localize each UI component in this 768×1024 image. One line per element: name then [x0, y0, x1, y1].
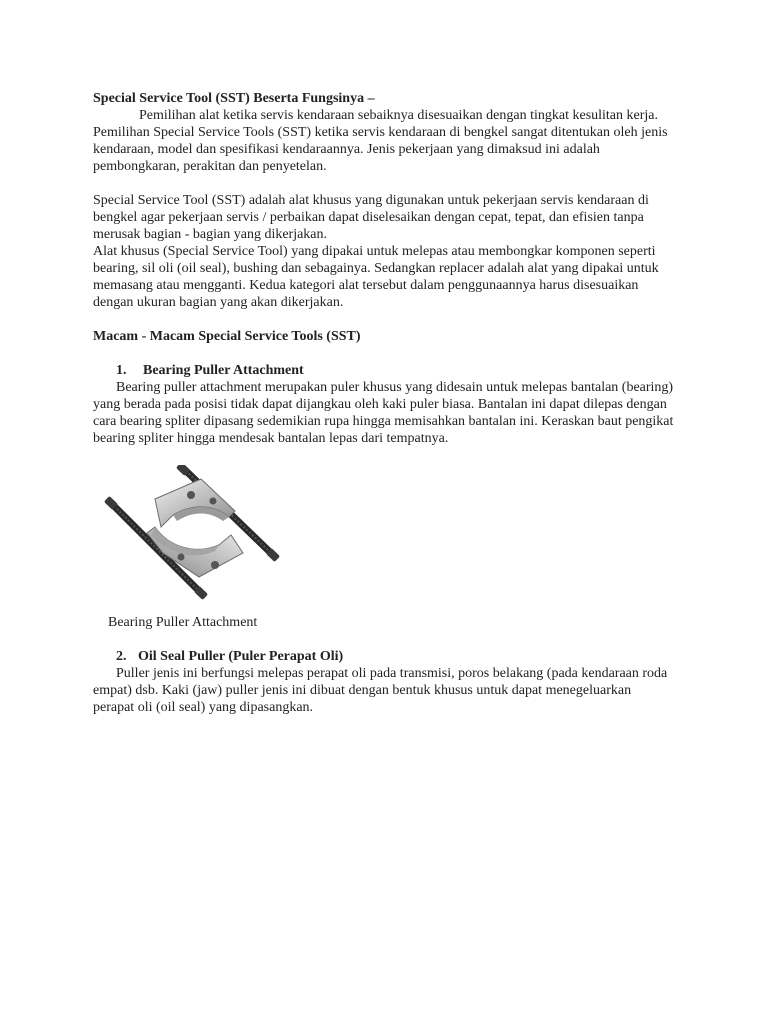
item-1-heading	[93, 362, 675, 379]
item-2-number: 2.	[116, 649, 127, 664]
item-1-body: Bearing puller attachment merupakan puler khusus yang didesain untuk melepas bantalan (bearing) yang berada pada posisi tidak dapat dijangkau oleh kaki puler biasa. Bantalan ini dapat dilepas dengan cara bearing spliter dipasang sedemikian rupa hingga memisahkan bantalan ini. Keraskan baut pengikat bearing spliter hingga mendesak bantalan lepas dari tempatnya.	[93, 380, 674, 446]
item-2-heading	[93, 648, 675, 665]
item-2-title: Oil Seal Puller (Puler Perapat Oli)	[138, 649, 344, 664]
item-2-body: Puller jenis ini berfungsi melepas perapat oli pada transmisi, poros belakang (pada kendaraan roda empat) dsb. Kaki (jaw) puller jenis ini dibuat dengan bentuk khusus untuk dapat menegeluarkan perapat oli (oil seal) yang dipasangkan.	[93, 666, 668, 715]
tools-paragraph: Alat khusus (Special Service Tool) yang dipakai untuk melepas atau membongkar komponen seperti bearing, sil oli (oil seal), bushing dan sebagainya. Sedangkan replacer adalah alat yang dipakai untuk memasang atau mengganti. Kedua kategori alat tersebut dalam penggunaannya harus disesuaikan dengan ukuran bagian yang akan dikerjakan.	[93, 244, 659, 310]
intro-paragraph: Pemilihan alat ketika servis kendaraan sebaiknya disesuaikan dengan tingkat kesulitan kerja. Pemilihan Special Service Tools (SST) ketika servis kendaraan di bengkel sangat ditentukan oleh jenis kendaraan, model dan spesifikasi kendaraannya. Jenis pekerjaan yang dimaksud ini adalah pembongkaran, perakitan dan penyetelan.	[93, 108, 668, 174]
document-title: Special Service Tool (SST) Beserta Fungsinya –	[93, 91, 375, 106]
definition-paragraph: Special Service Tool (SST) adalah alat khusus yang digunakan untuk pekerjaan servis kendaraan di bengkel agar pekerjaan servis / perbaikan dapat diselesaikan dengan cepat, tepat, dan efisien tanpa merusak bagian - bagian yang dikerjakan.	[93, 193, 649, 242]
item-1-title: Bearing Puller Attachment	[143, 363, 304, 378]
upper-jaw	[155, 479, 235, 527]
bearing-puller-illustration	[103, 465, 283, 600]
document-page	[93, 90, 675, 716]
item-1-number: 1.	[116, 363, 127, 378]
paragraph-gap	[93, 311, 675, 328]
figure-caption: Bearing Puller Attachment	[108, 615, 258, 630]
bearing-puller-image	[103, 465, 283, 600]
paragraph-gap	[93, 175, 675, 192]
section-heading: Macam - Macam Special Service Tools (SST)	[93, 329, 361, 344]
